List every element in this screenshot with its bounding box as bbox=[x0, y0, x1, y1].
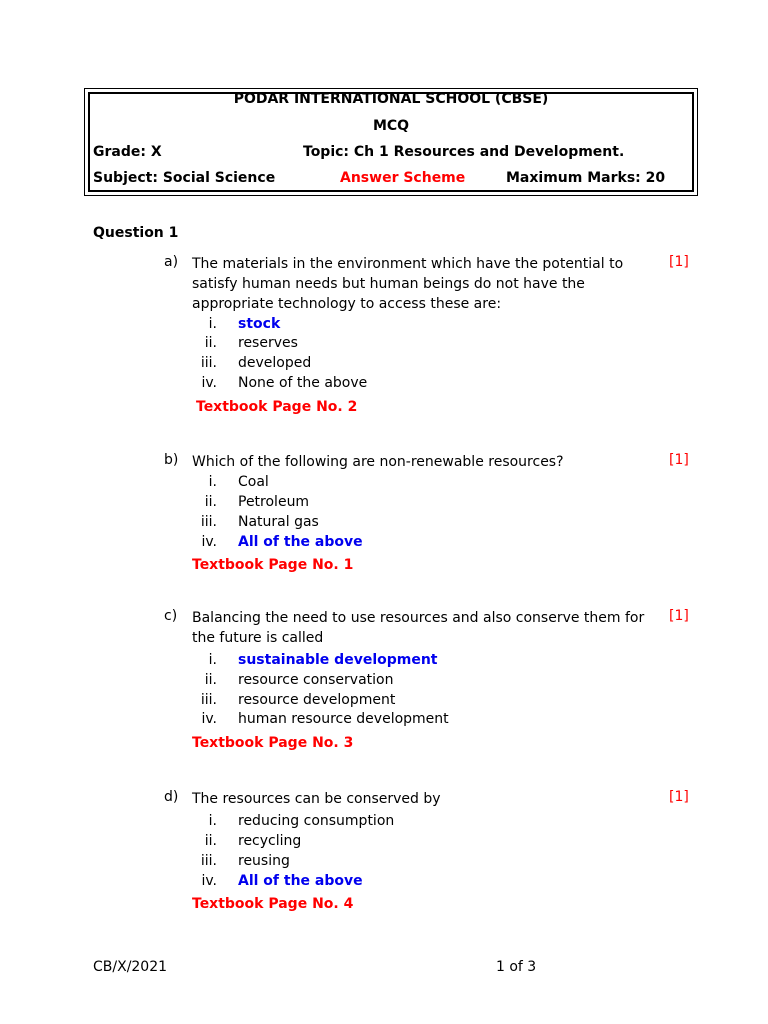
option-answer: All of the above bbox=[238, 534, 363, 550]
option-answer: stock bbox=[238, 316, 281, 332]
option-text: reserves bbox=[238, 335, 298, 351]
option-number: iv. bbox=[201, 375, 217, 391]
option-text: human resource development bbox=[238, 711, 449, 727]
option-text: reducing consumption bbox=[238, 813, 395, 829]
option-text: resource development bbox=[238, 692, 396, 708]
question-letter: c) bbox=[164, 608, 178, 624]
question-letter: b) bbox=[164, 452, 179, 468]
option-answer: All of the above bbox=[238, 873, 363, 889]
question-text: The materials in the environment which have the potential to satisfy human needs but human beings do not have the appropriate technology to access these are: bbox=[192, 256, 624, 312]
question-text: The resources can be conserved by bbox=[192, 791, 441, 807]
school-name: PODAR INTERNATIONAL SCHOOL (CBSE) bbox=[233, 91, 549, 107]
option-number: i. bbox=[208, 316, 217, 332]
option-text: reusing bbox=[238, 853, 290, 869]
max-marks-label: Maximum Marks: 20 bbox=[506, 170, 666, 186]
option-text: Petroleum bbox=[238, 494, 310, 510]
option-number: iv. bbox=[201, 711, 217, 727]
paper-type: MCQ bbox=[372, 118, 410, 134]
marks-label: [1] bbox=[669, 789, 689, 805]
option-text: None of the above bbox=[238, 375, 368, 391]
option-text: Natural gas bbox=[238, 514, 319, 530]
option-number: i. bbox=[208, 813, 217, 829]
grade-label: Grade: X bbox=[93, 144, 162, 160]
marks-label: [1] bbox=[669, 452, 689, 468]
textbook-reference: Textbook Page No. 4 bbox=[192, 896, 354, 912]
option-number: iii. bbox=[200, 355, 217, 371]
marks-label: [1] bbox=[669, 608, 689, 624]
option-number: i. bbox=[208, 652, 217, 668]
subject-label: Subject: Social Science bbox=[93, 170, 276, 186]
option-number: ii. bbox=[204, 494, 217, 510]
question-text: Balancing the need to use resources and also conserve them for the future is called bbox=[192, 610, 645, 646]
question-letter: d) bbox=[164, 789, 179, 805]
marks-label: [1] bbox=[669, 254, 689, 270]
option-number: ii. bbox=[204, 335, 217, 351]
option-text: Coal bbox=[238, 474, 269, 490]
option-text: developed bbox=[238, 355, 312, 371]
question-text: Which of the following are non-renewable resources? bbox=[192, 454, 564, 470]
option-number: iv. bbox=[201, 534, 217, 550]
option-number: i. bbox=[208, 474, 217, 490]
textbook-reference: Textbook Page No. 3 bbox=[192, 735, 354, 751]
page-number: 1 of 3 bbox=[496, 959, 537, 975]
topic-label: Topic: Ch 1 Resources and Development. bbox=[303, 144, 625, 160]
textbook-reference: Textbook Page No. 1 bbox=[192, 557, 354, 573]
option-number: iii. bbox=[200, 692, 217, 708]
question-letter: a) bbox=[164, 254, 179, 270]
question-title: Question 1 bbox=[93, 225, 179, 241]
answer-scheme-label: Answer Scheme bbox=[340, 170, 466, 186]
option-number: iii. bbox=[200, 514, 217, 530]
option-text: resource conservation bbox=[238, 672, 394, 688]
textbook-reference: Textbook Page No. 2 bbox=[196, 399, 358, 415]
option-text: recycling bbox=[238, 833, 302, 849]
option-number: iv. bbox=[201, 873, 217, 889]
option-number: ii. bbox=[204, 672, 217, 688]
option-number: iii. bbox=[200, 853, 217, 869]
option-number: ii. bbox=[204, 833, 217, 849]
footer-code: CB/X/2021 bbox=[93, 959, 168, 975]
option-answer: sustainable development bbox=[238, 652, 438, 668]
